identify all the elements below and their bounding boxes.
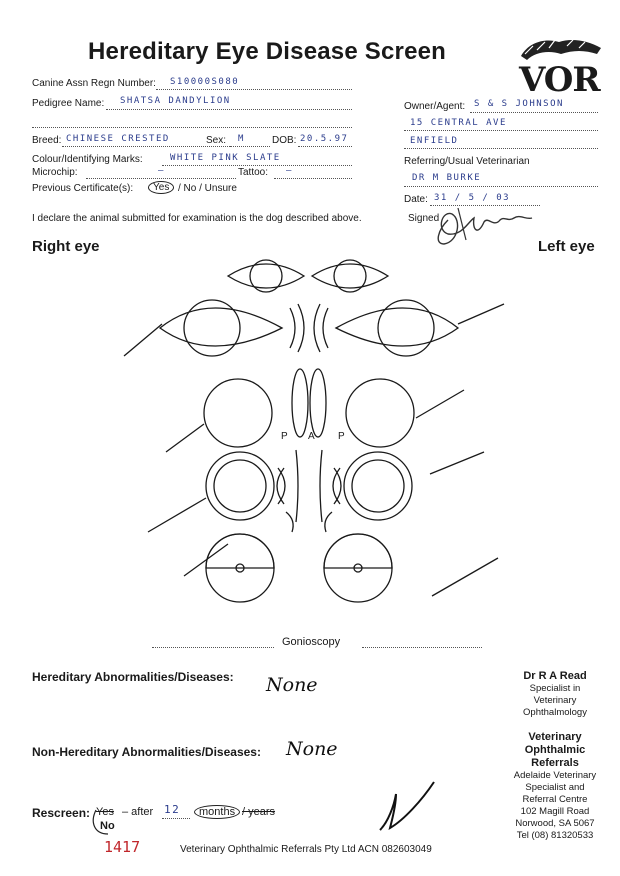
pedigree-value: SHATSA DANDYLION <box>120 96 231 106</box>
sex-line <box>230 146 270 147</box>
rescreen-circle-mark <box>88 800 128 840</box>
tattoo-line <box>274 178 352 179</box>
vet-label: Referring/Usual Veterinarian <box>404 156 530 167</box>
address-value-2: ENFIELD <box>410 136 459 146</box>
rescreen-label: Rescreen: <box>32 806 91 820</box>
dob-line <box>298 146 352 147</box>
address-line-2 <box>404 148 598 149</box>
telephone: Tel (08) 81320533 <box>516 830 594 841</box>
dob-label: DOB: <box>272 135 297 146</box>
address-line-b: Specialist and <box>525 782 585 793</box>
rescreen-years: / years <box>242 806 276 818</box>
prev-cert-label: Previous Certificate(s): <box>32 183 134 194</box>
sex-value: M <box>238 134 245 144</box>
posterior-label-1: P <box>281 431 288 442</box>
rescreen-no: No <box>100 820 115 832</box>
examiner-line-2: Veterinary <box>533 695 577 706</box>
gonioscopy-label: Gonioscopy <box>282 636 341 648</box>
address-line-a: Adelaide Veterinary <box>513 770 597 781</box>
rescreen-after: – after <box>122 806 154 818</box>
eye-diagram <box>0 250 620 650</box>
address-line-d: 102 Magill Road <box>520 806 590 817</box>
company-line: Veterinary Ophthalmic Referrals Pty Ltd ACN 082603049 <box>180 844 432 855</box>
address-value-1: 15 CENTRAL AVE <box>410 118 507 128</box>
tattoo-label: Tattoo: <box>238 167 269 178</box>
examiner-signature <box>372 776 452 836</box>
tattoo-value: — <box>286 166 293 176</box>
sex-label: Sex: <box>206 135 227 146</box>
hereditary-label: Hereditary Abnormalities/Diseases: <box>32 670 234 684</box>
org-line-3: Referrals <box>531 757 579 769</box>
rescreen-yes: Yes <box>96 806 114 818</box>
rescreen-months-value: 12 <box>164 803 181 816</box>
rescreen-months-line <box>162 818 190 819</box>
owner-value: S & S JOHNSON <box>474 99 564 109</box>
org-line-2: Ophthalmic <box>524 744 586 756</box>
signed-label: Signed <box>408 213 440 224</box>
examiner-line-1: Specialist in <box>529 683 581 694</box>
left-eye-label: Left eye <box>538 238 595 255</box>
date-label: Date: <box>404 194 428 205</box>
address-line-1 <box>404 130 598 131</box>
microchip-line <box>86 178 236 179</box>
posterior-label-2: P <box>338 431 345 442</box>
blank-line <box>32 127 352 128</box>
colour-line <box>162 165 352 166</box>
microchip-value: — <box>158 166 165 176</box>
owner-label: Owner/Agent: <box>404 101 466 112</box>
examiner-name: Dr R A Read <box>523 670 587 682</box>
canine-assn-value: S10000S080 <box>170 77 240 87</box>
prev-cert-yes: Yes <box>148 181 174 194</box>
org-line-1: Veterinary <box>528 731 582 743</box>
breed-value: CHINESE CRESTED <box>66 134 170 144</box>
date-value: 31 / 5 / 03 <box>434 193 511 203</box>
vet-line <box>404 186 598 187</box>
microchip-label: Microchip: <box>32 167 78 178</box>
colour-value: WHITE PINK SLATE <box>170 153 281 163</box>
vor-logo <box>515 34 607 100</box>
hereditary-value: None <box>266 674 318 696</box>
form-title: Hereditary Eye Disease Screen <box>88 38 447 65</box>
non-hereditary-value: None <box>286 738 338 760</box>
examiner-block <box>494 670 616 842</box>
breed-line <box>62 146 234 147</box>
right-eye-label: Right eye <box>32 238 100 255</box>
prev-cert-rest: / No / Unsure <box>178 183 237 194</box>
gonioscopy-line-left <box>152 647 274 648</box>
examiner-line-3: Ophthalmology <box>523 707 587 718</box>
canine-assn-label: Canine Assn Regn Number: <box>32 78 156 89</box>
rescreen-months: months <box>194 805 240 819</box>
breed-label: Breed: <box>32 135 62 146</box>
dob-value: 20.5.97 <box>300 134 349 144</box>
canine-assn-line <box>156 89 352 90</box>
pedigree-label: Pedigree Name: <box>32 98 105 109</box>
address-line-c: Referral Centre <box>522 794 588 805</box>
serial-number: 1417 <box>104 838 141 856</box>
gonioscopy-line-right <box>362 647 482 648</box>
non-hereditary-label: Non-Hereditary Abnormalities/Diseases: <box>32 745 261 759</box>
vet-value: DR M BURKE <box>412 173 482 183</box>
anterior-label: A <box>308 431 315 442</box>
logo-text: VOR <box>519 60 600 100</box>
colour-label: Colour/Identifying Marks: <box>32 154 143 165</box>
owner-line <box>470 112 598 113</box>
pedigree-line <box>106 109 352 110</box>
address-line-e: Norwood, SA 5067 <box>515 818 595 829</box>
declaration-text: I declare the animal submitted for examination is the dog described above. <box>32 213 362 224</box>
